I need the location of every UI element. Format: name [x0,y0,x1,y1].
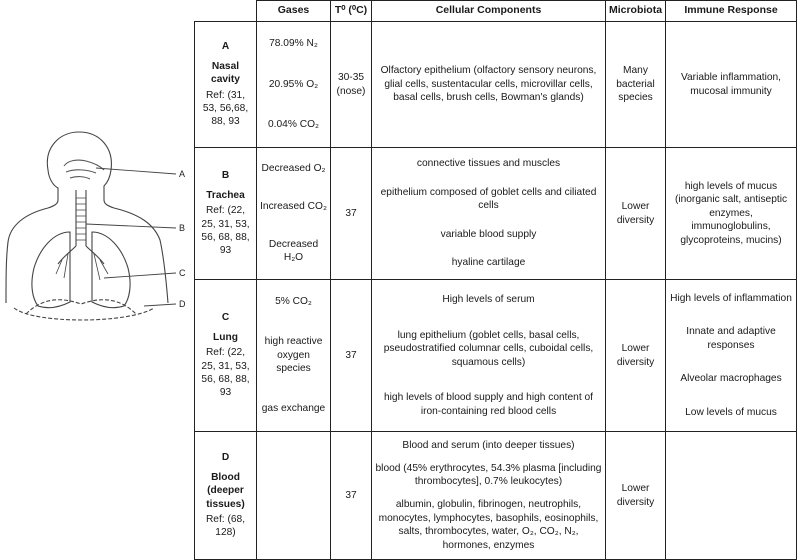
region-name: Blood (deeper tissues) [206,471,245,510]
microbiota-cell: Lower diversity [606,280,666,432]
cellular-components-cell [372,148,606,280]
gas-item: Decreased O₂ [261,163,326,175]
region-letter: D [221,452,230,464]
microbiota-cell: Lower diversity [606,432,666,560]
temperature-cell: 37 [331,280,372,432]
temperature-cell: 37 [331,148,372,280]
figure-label-c: C [179,268,186,278]
region-name: Lung [213,331,238,343]
region-letter: C [221,312,230,324]
figure-label-b: B [179,223,186,233]
temperature-cell: 37 [331,432,372,560]
table-row [195,432,797,560]
cellular-component-item: Blood and serum (into deeper tissues) [402,439,575,451]
immune-response-list [669,434,793,557]
temperature-cell: 30-35 (nose) [331,22,372,148]
cellular-components-list [375,282,602,429]
immune-response-list [669,150,793,277]
comparison-table [194,0,797,560]
respiratory-diagram [4,128,194,338]
immune-response-cell [666,280,797,432]
gas-item: 5% CO₂ [275,296,312,308]
microbiota-cell: Lower diversity [606,148,666,280]
gases-list [260,282,327,429]
immune-response-cell [666,22,797,148]
header-immune-response: Immune Response [666,1,797,22]
cellular-component-item: connective tissues and muscles [416,158,561,170]
cellular-component-item: high levels of blood supply and high content of iron-containing red blood cells [384,392,593,417]
gases-list [260,434,327,557]
gases-list [260,150,327,277]
region-letter: A [221,41,230,53]
gases-cell [257,148,331,280]
immune-response-item: Variable inflammation, mucosal immunity [680,72,782,97]
table-row [195,148,797,280]
region-ref: Ref: (31, 53, 56,68, 88, 93 [202,89,249,128]
cellular-components-list [375,24,602,145]
header-row [195,1,797,22]
header-cellular-components: Cellular Components [372,1,606,22]
table-row [195,22,797,148]
cellular-component-item: High levels of serum [442,294,535,306]
immune-response-item: Low levels of mucus [685,406,777,418]
gases-cell [257,22,331,148]
table-row [195,280,797,432]
gas-item: 0.04% CO₂ [268,119,319,131]
immune-response-item: Innate and adaptive responses [686,326,776,351]
gases-cell [257,432,331,560]
gases-cell [257,280,331,432]
cellular-components-cell [372,22,606,148]
gas-item: 78.09% N₂ [269,38,318,50]
gas-item: gas exchange [261,403,326,415]
cellular-component-item: hyaline cartilage [451,257,526,269]
header-blank [195,1,257,22]
immune-response-list [669,24,793,145]
immune-response-cell [666,432,797,560]
gas-item: 20.95% O₂ [268,78,319,90]
immune-response-item: high levels of mucus (inorganic salt, antiseptic enzymes, immunoglobulins, glycoproteins, mucins) [674,180,788,246]
header-temperature: T⁰ (⁰C) [331,1,372,22]
microbiota-cell: Many bacterial species [606,22,666,148]
figure-label-a: A [179,169,186,179]
cellular-components-cell [372,280,606,432]
gas-item: high reactive oxygen species [264,336,323,375]
cellular-components-list [375,434,602,557]
region-cell [195,22,257,148]
cellular-component-item: variable blood supply [440,228,537,240]
region-ref: Ref: (68, 128) [205,513,246,539]
header-gases: Gases [257,1,331,22]
immune-response-list [669,282,793,429]
region-cell [195,148,257,280]
gases-list [260,24,327,145]
cellular-component-item: albumin, globulin, fibrinogen, neutrophils, monocytes, lymphocytes, basophils, eosinophils, salts, thrombocytes, water, O₂, CO₂, N₂, hormones, enzymes [378,499,599,551]
region-cell [195,280,257,432]
cellular-component-item: lung epithelium (goblet cells, basal cells, pseudostratified columnar cells, cuboidal cells, squamous cells) [383,329,594,368]
region-name: Trachea [206,189,245,201]
region-name: Nasal cavity [211,60,240,86]
header-microbiota: Microbiota [606,1,666,22]
gas-item: Increased CO₂ [260,201,327,213]
cellular-component-item: blood (45% erythrocytes, 54.3% plasma [including thrombocytes], 0.7% leukocytes) [375,462,602,488]
immune-response-item: Alveolar macrophages [680,373,782,385]
cellular-components-list [375,150,602,277]
region-ref: Ref: (22, 25, 31, 53, 56, 68, 88, 93 [201,205,250,257]
region-letter: B [221,170,230,182]
gas-item: Decreased H₂O [268,238,319,264]
cellular-component-item: Olfactory epithelium (olfactory sensory neurons, glial cells, sustentacular cells, microvillar cells, basal cells, brush cells, Bowman's glands) [380,65,597,104]
figure-label-d: D [179,299,186,309]
immune-response-cell [666,148,797,280]
cellular-component-item: epithelium composed of goblet cells and ciliated cells [380,186,597,212]
region-cell [195,432,257,560]
cellular-components-cell [372,432,606,560]
immune-response-item: High levels of inflammation [670,292,792,304]
region-ref: Ref: (22, 25, 31, 53, 56, 68, 88, 93 [201,347,250,399]
